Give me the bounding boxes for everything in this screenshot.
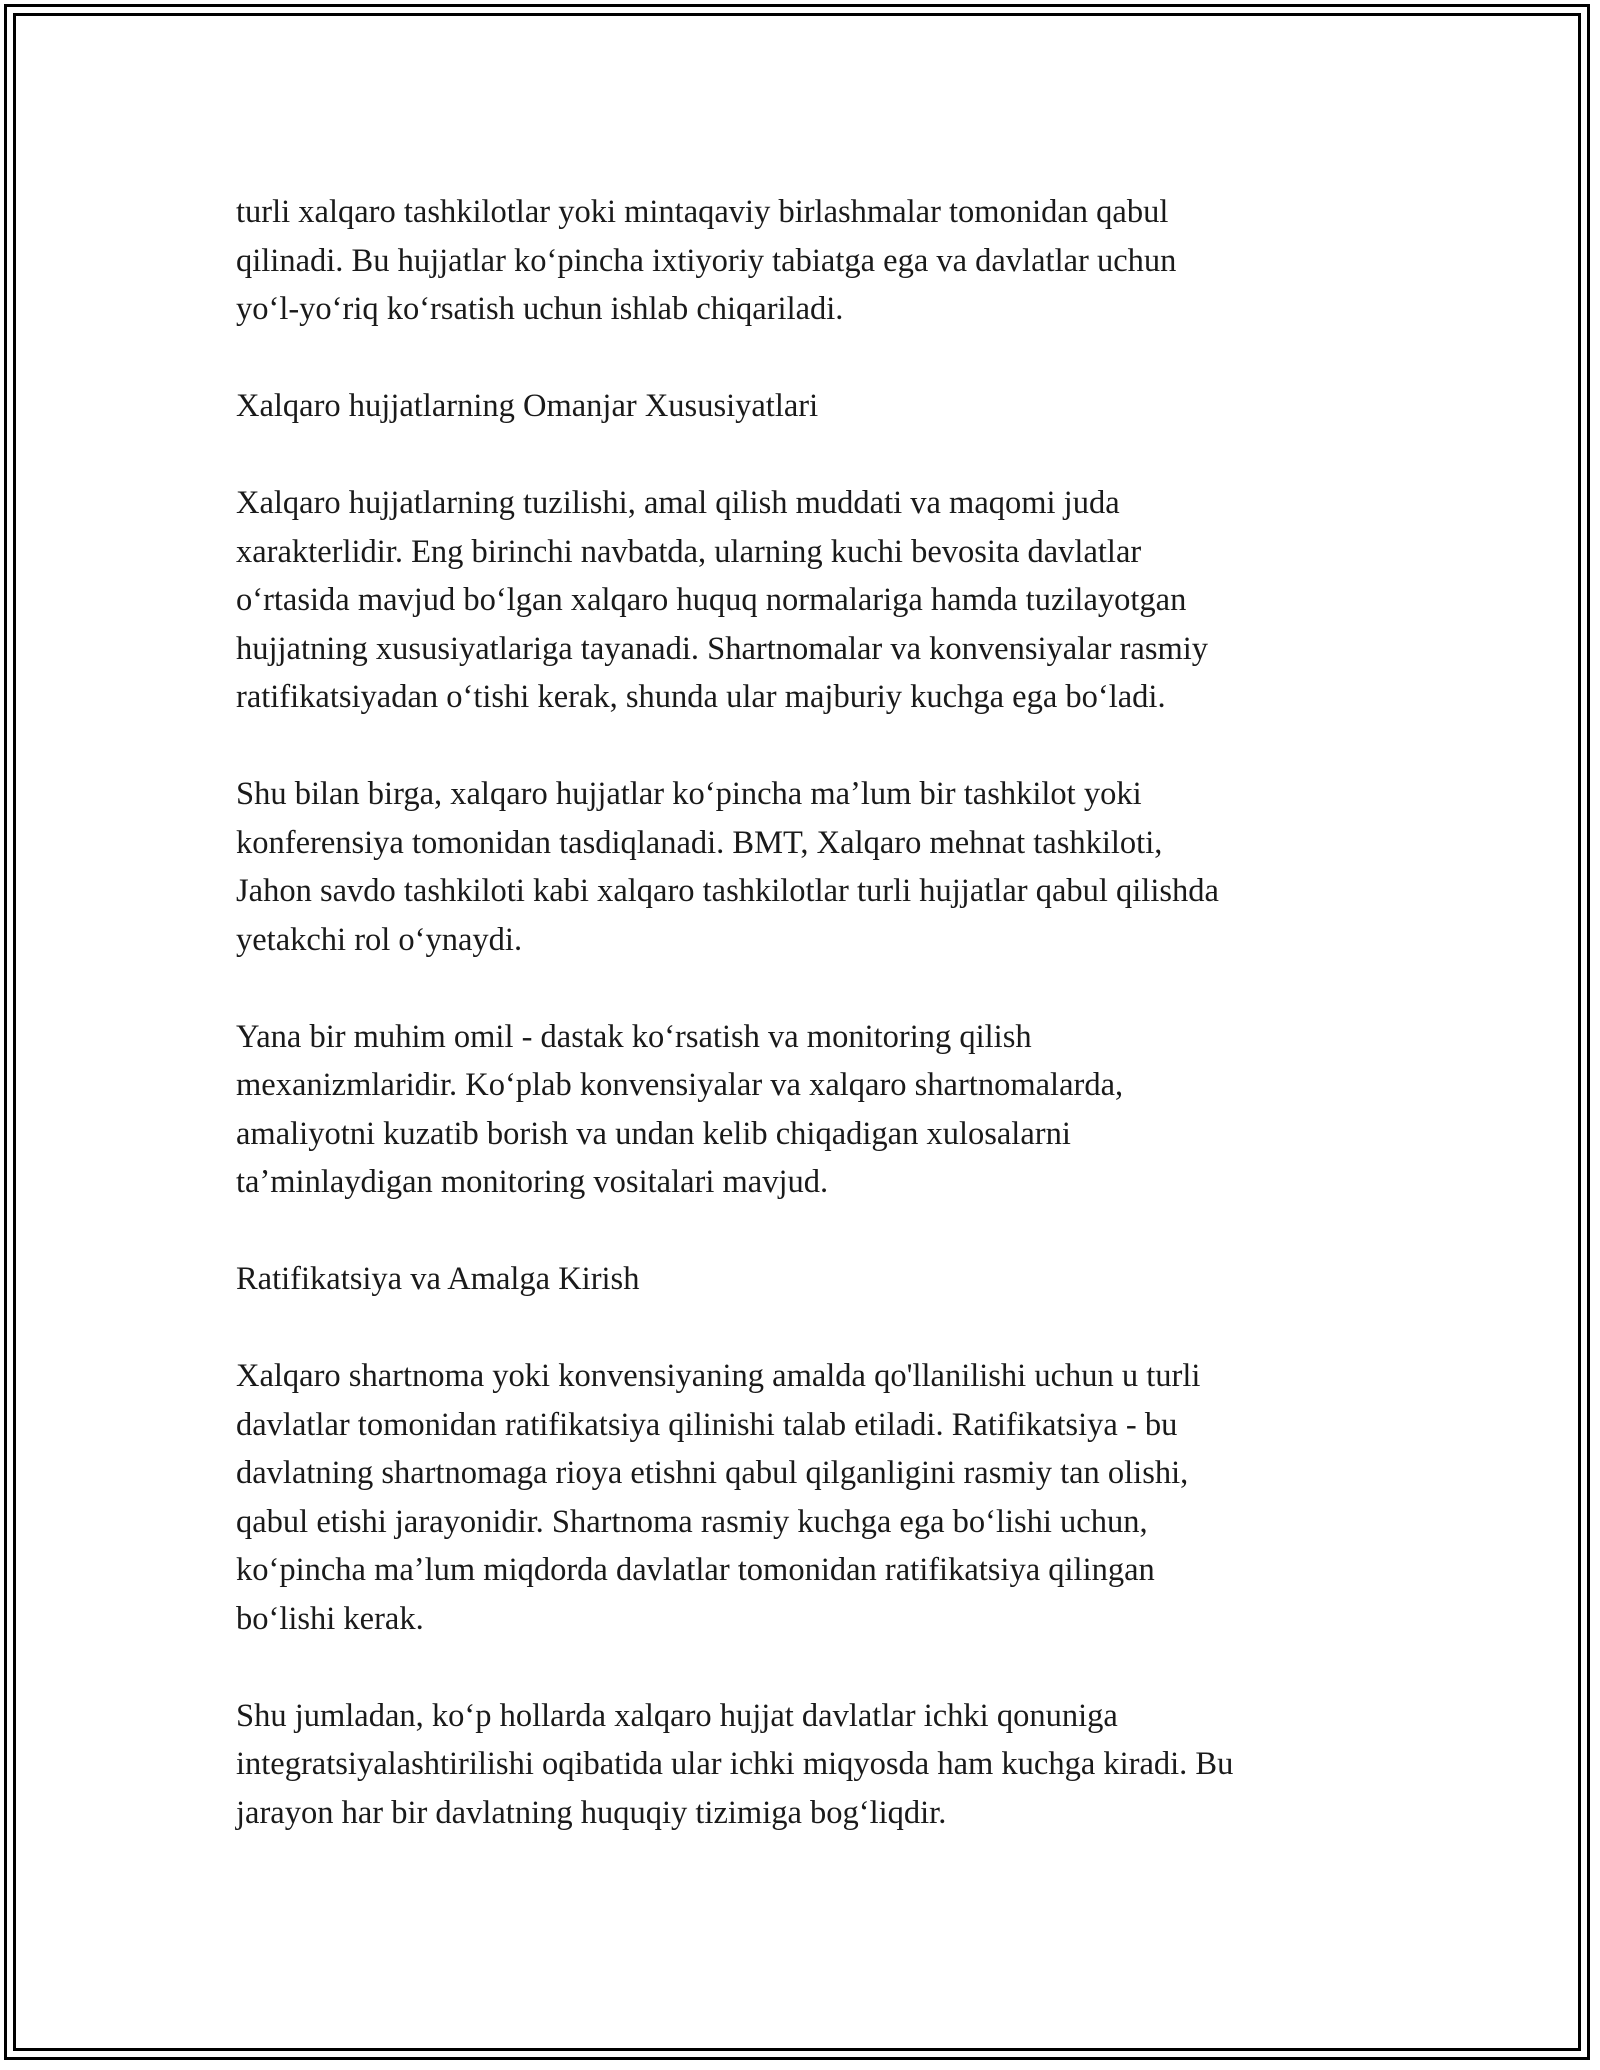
paragraph-organizations: Shu bilan birga, xalqaro hujjatlar koʻpincha maʼlum bir tashkilot yoki konferensiya tomonidan tasdiqlanadi. BMT, Xalqaro mehnat tashkiloti, Jahon savdo tashkiloti kabi xalqaro tashkilotlar turli hujjatlar qabul qilishda yetakchi rol oʻynaydi.: [236, 776, 1219, 958]
paragraph-structure: Xalqaro hujjatlarning tuzilishi, amal qilish muddati va maqomi juda xarakterlidir. Eng birinchi navbatda, ularning kuchi bevosita davlatlar oʻrtasida mavjud boʻlgan xalqaro huquq normalariga hamda tuzilayotgan hujjatning xususiyatlariga tayanadi. Shartnomalar va konvensiyalar rasmiy ratifikatsiyadan oʻtishi kerak, shunda ular majburiy kuchga ega boʻladi.: [236, 485, 1209, 715]
section-heading-ratification: Ratifikatsiya va Amalga Kirish: [236, 1261, 640, 1297]
paragraph-monitoring: Yana bir muhim omil - dastak koʻrsatish va monitoring qilish mexanizmlaridir. Koʻplab konvensiyalar va xalqaro shartnomalarda, amaliyotni kuzatib borish va undan kelib chiqadigan xulosalarni taʼminlaydigan monitoring vositalari mavjud.: [236, 1018, 1124, 1200]
section-heading-features: Xalqaro hujjatlarning Omanjar Xususiyatlari: [236, 388, 819, 424]
paragraph-intro-continuation: turli xalqaro tashkilotlar yoki mintaqaviy birlashmalar tomonidan qabul qilinadi. Bu hujjatlar koʻpincha ixtiyoriy tabiatga ega va davlatlar uchun yoʻl-yoʻriq koʻrsatish uchun ishlab chiqariladi.: [236, 194, 1177, 327]
document-body: [236, 188, 1386, 1886]
paragraph-ratification: Xalqaro shartnoma yoki konvensiyaning amalda qo'llanilishi uchun u turli davlatlar tomonidan ratifikatsiya qilinishi talab etiladi. Ratifikatsiya - bu davlatning shartnomaga rioya etishni qabul qilganligini rasmiy tan olishi, qabul etishi jarayonidir. Shartnoma rasmiy kuchga ega boʻlishi uchun, koʻpincha maʼlum miqdorda davlatlar tomonidan ratifikatsiya qilingan boʻlishi kerak.: [236, 1358, 1201, 1637]
paragraph-domestic-integration: Shu jumladan, koʻp hollarda xalqaro hujjat davlatlar ichki qonuniga integratsiyalashtirilishi oqibatida ular ichki miqyosda ham kuchga kiradi. Bu jarayon har bir davlatning huquqiy tizimiga bogʻliqdir.: [236, 1697, 1234, 1831]
